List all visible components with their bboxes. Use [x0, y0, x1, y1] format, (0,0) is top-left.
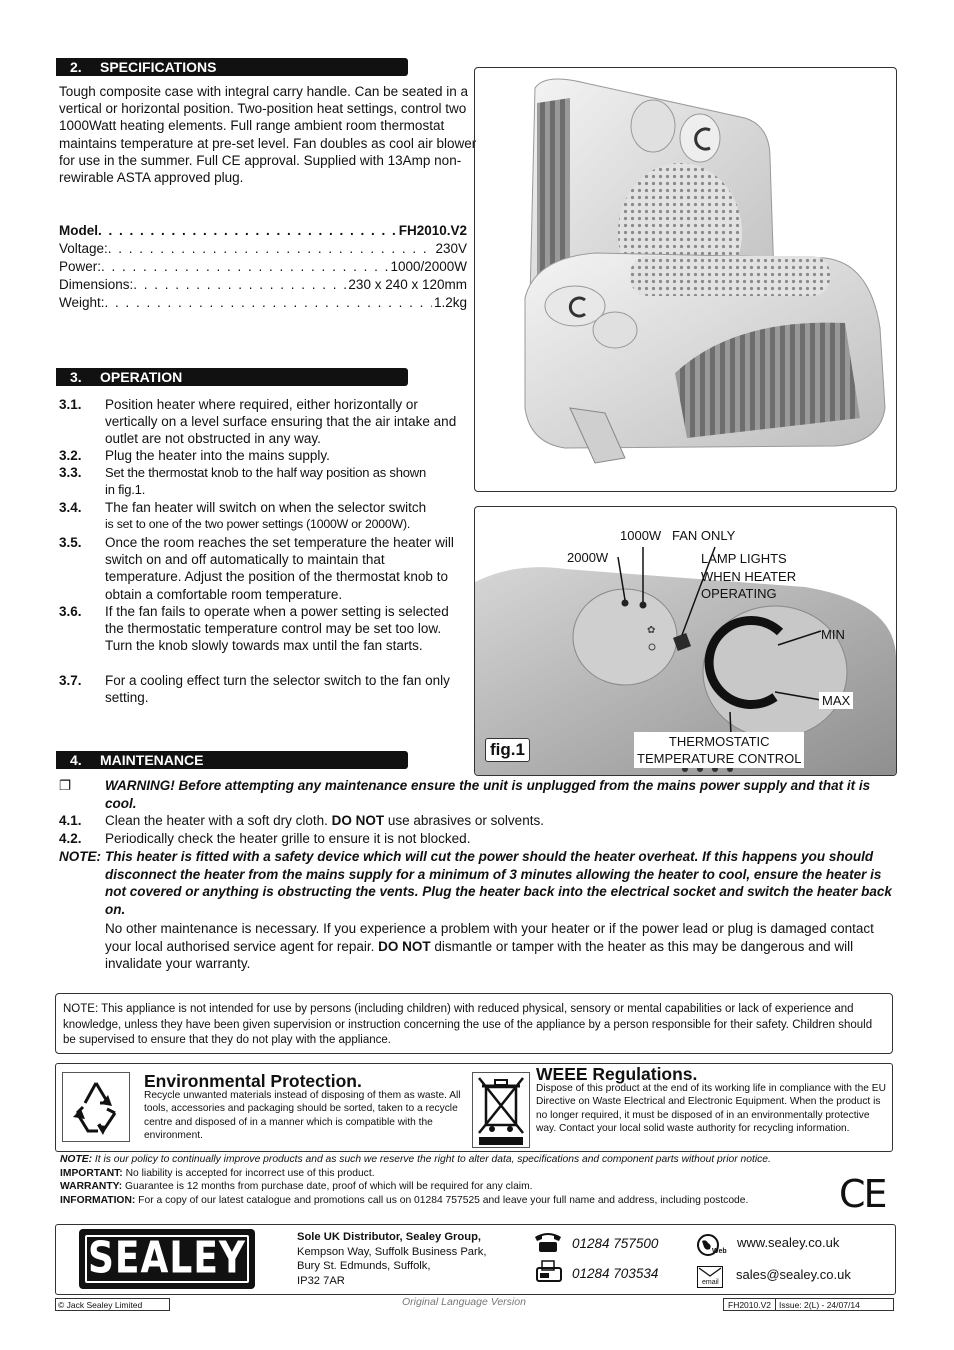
operation-item-3-5: 3.5. Once the room reaches the set temperature the heater will switch on and off automatically to maintain that temperature. Adjust the position of the thermostat knob to obtain a comfortable room temperature. [59, 535, 454, 602]
figure-label: fig.1 [485, 738, 530, 762]
spec-row-model: Model . . . FH2010.V2 [59, 222, 467, 240]
footnotes [60, 1153, 860, 1207]
issue-ref: Issue: 2(L) - 24/07/14 [779, 1300, 860, 1310]
maintenance-item-4-2: 4.2. Periodically check the heater grille to ensure it is not blocked. [59, 831, 471, 846]
web-icon-label: Web [712, 1248, 727, 1255]
email-icon [697, 1266, 723, 1288]
weee-title: WEEE Regulations. [536, 1064, 698, 1084]
warning-bullet: ❐ [59, 778, 72, 793]
weee-bin-icon [472, 1072, 530, 1148]
appliance-note-box: NOTE: This appliance is not intended for use by persons (including children) with reduced physical, sensory or mental capabilities or lack of experience and knowledge, unless they have been given supervision or instruction concerning the use of the appliance by a person responsible for their safety. Children should be supervised to ensure that they do not play with the appliance. [55, 993, 893, 1054]
figure-1 [474, 506, 897, 776]
ce-mark: CE [839, 1172, 886, 1216]
spec-row-voltage: Voltage: . . . 230V [59, 240, 467, 258]
operation-item-3-7: 3.7. For a cooling effect turn the selector switch to the fan only setting. [59, 673, 450, 706]
operation-item-3-1: 3.1. Position heater where required, either horizontally or vertically on a level surface ensuring that the air intake and outlet are not obstructed in any way. [59, 397, 457, 447]
section-title: OPERATION [100, 369, 183, 385]
operation-item-3-6: 3.6. If the fan fails to operate when a power setting is selected the thermostatic temperature control may be set too low. Turn the knob slowly towards max until the fan starts. [59, 604, 449, 654]
section-title: SPECIFICATIONS [100, 59, 217, 75]
recycle-icon [62, 1072, 130, 1142]
phone-icon [533, 1231, 563, 1258]
label-fan-only: FAN ONLY [672, 528, 736, 543]
fan-heater-illustration [475, 68, 896, 491]
section-number: 2. [70, 59, 82, 75]
copyright: © Jack Sealey Limited [55, 1298, 170, 1311]
document-reference [723, 1298, 894, 1311]
maintenance-note: NOTE: This heater is fitted with a safety device which will cut the power should the heater overheat. If this happens you should disconnect the heater from the mains supply for a minimum of 3 minutes allowing the heater to cool, ensure the heater is not covered or anything is obstructing the vents. Plug the heater back into the electrical socket and switch the heater back on. [59, 849, 892, 917]
label-max: MAX [819, 692, 853, 709]
phone-number[interactable]: 01284 757500 [572, 1236, 659, 1251]
operation-item-3-2: 3.2. Plug the heater into the mains supply. [59, 448, 330, 463]
operation-item-3-4: 3.4. The fan heater will switch on when the selector switch is set to one of the two power settings (1000W or 2000W). [59, 500, 427, 532]
section-number: 4. [70, 752, 82, 768]
spec-row-dimensions: Dimensions: . . . 230 x 240 x 120mm [59, 276, 467, 294]
label-min: MIN [821, 627, 845, 642]
section-number: 3. [70, 369, 82, 385]
sealey-logo: SEALEY [79, 1229, 255, 1289]
footnote-information: INFORMATION: For a copy of our latest catalogue and promotions call us on 01284 757525 and leave your full name and address, including postcode. [60, 1194, 749, 1206]
footnote-warranty: WARRANTY: Guarantee is 12 months from purchase date, proof of which will be required for any claim. [60, 1181, 533, 1192]
specifications-heading [56, 58, 408, 76]
web-globe-icon [696, 1233, 726, 1259]
distributor-address: Sole UK Distributor, Sealey Group, Kempson Way, Suffolk Business Park, Bury St. Edmunds, Suffolk, IP32 7AR [297, 1231, 487, 1288]
environment-title: Environmental Protection. [144, 1071, 362, 1091]
label-1000w: 1000W [620, 528, 662, 543]
label-2000w: 2000W [567, 550, 609, 565]
specifications-description: Tough composite case with integral carry handle. Can be seated in a vertical or horizontal position. Two-position heat settings, control two 1000Watt heating elements. Full range ambient room thermostat maintains temperature at pre-set level. Fan doubles as cool air blower for use in the summer. Full CE approval. Supplied with 13Amp non-rewirable ASTA approved plug. [59, 84, 477, 186]
original-language: Original Language Version [402, 1296, 526, 1308]
model-ref: FH2010.V2 [724, 1299, 776, 1310]
spec-row-weight: Weight: . . . 1.2kg [59, 294, 467, 312]
weee-text: Dispose of this product at the end of its working life in compliance with the EU Directive on Waste Electrical and Electronic Equipment. When the product is no longer required, it must be disposed of in an environmentally protective way. Contact your local solid waste authority for recycling information. [536, 1083, 886, 1134]
maintenance-warning: ❐ WARNING! Before attempting any maintenance ensure the unit is unplugged from the mains power supply and that it is cool. [59, 778, 871, 811]
email-icon-label: email [702, 1279, 719, 1286]
maintenance-item-4-1: 4.1. Clean the heater with a soft dry cloth. DO NOT use abrasives or solvents. [59, 813, 544, 828]
label-thermostatic-control: THERMOSTATIC TEMPERATURE CONTROL [634, 732, 804, 768]
svg-text:✿: ✿ [647, 625, 656, 636]
maintenance-extra: No other maintenance is necessary. If you experience a problem with your heater or if the power lead or plug is damaged contact your local authorised service agent for repair. DO NOT dismantle or tamper with the heater as this may be dangerous and will invalidate your warranty. [105, 921, 874, 972]
specifications-table [59, 222, 467, 312]
product-photo [474, 67, 897, 492]
web-link[interactable]: www.sealey.co.uk [737, 1235, 840, 1250]
label-lamp-lights: LAMP LIGHTS WHEN HEATER OPERATING [701, 551, 797, 601]
operation-heading [56, 368, 408, 386]
footnote-note: NOTE: It is our policy to continually improve products and as such we reserve the right to alter data, specifications and component parts without prior notice. [60, 1154, 771, 1165]
environment-text: Recycle unwanted materials instead of disposing of them as waste. All tools, accessories and packaging should be sorted, taken to a recycle centre and disposed of in a manner which is compatible with the environment. [144, 1090, 461, 1141]
fax-icon [534, 1259, 564, 1288]
fax-number[interactable]: 01284 703534 [572, 1266, 659, 1281]
section-title: MAINTENANCE [100, 752, 204, 768]
email-link[interactable]: sales@sealey.co.uk [736, 1267, 851, 1282]
footnote-important: IMPORTANT: No liability is accepted for incorrect use of this product. [60, 1167, 375, 1179]
spec-row-power: Power: . . . 1000/2000W [59, 258, 467, 276]
maintenance-heading [56, 751, 408, 769]
operation-item-3-3: 3.3. Set the thermostat knob to the half way position as shown in fig.1. [59, 465, 427, 498]
